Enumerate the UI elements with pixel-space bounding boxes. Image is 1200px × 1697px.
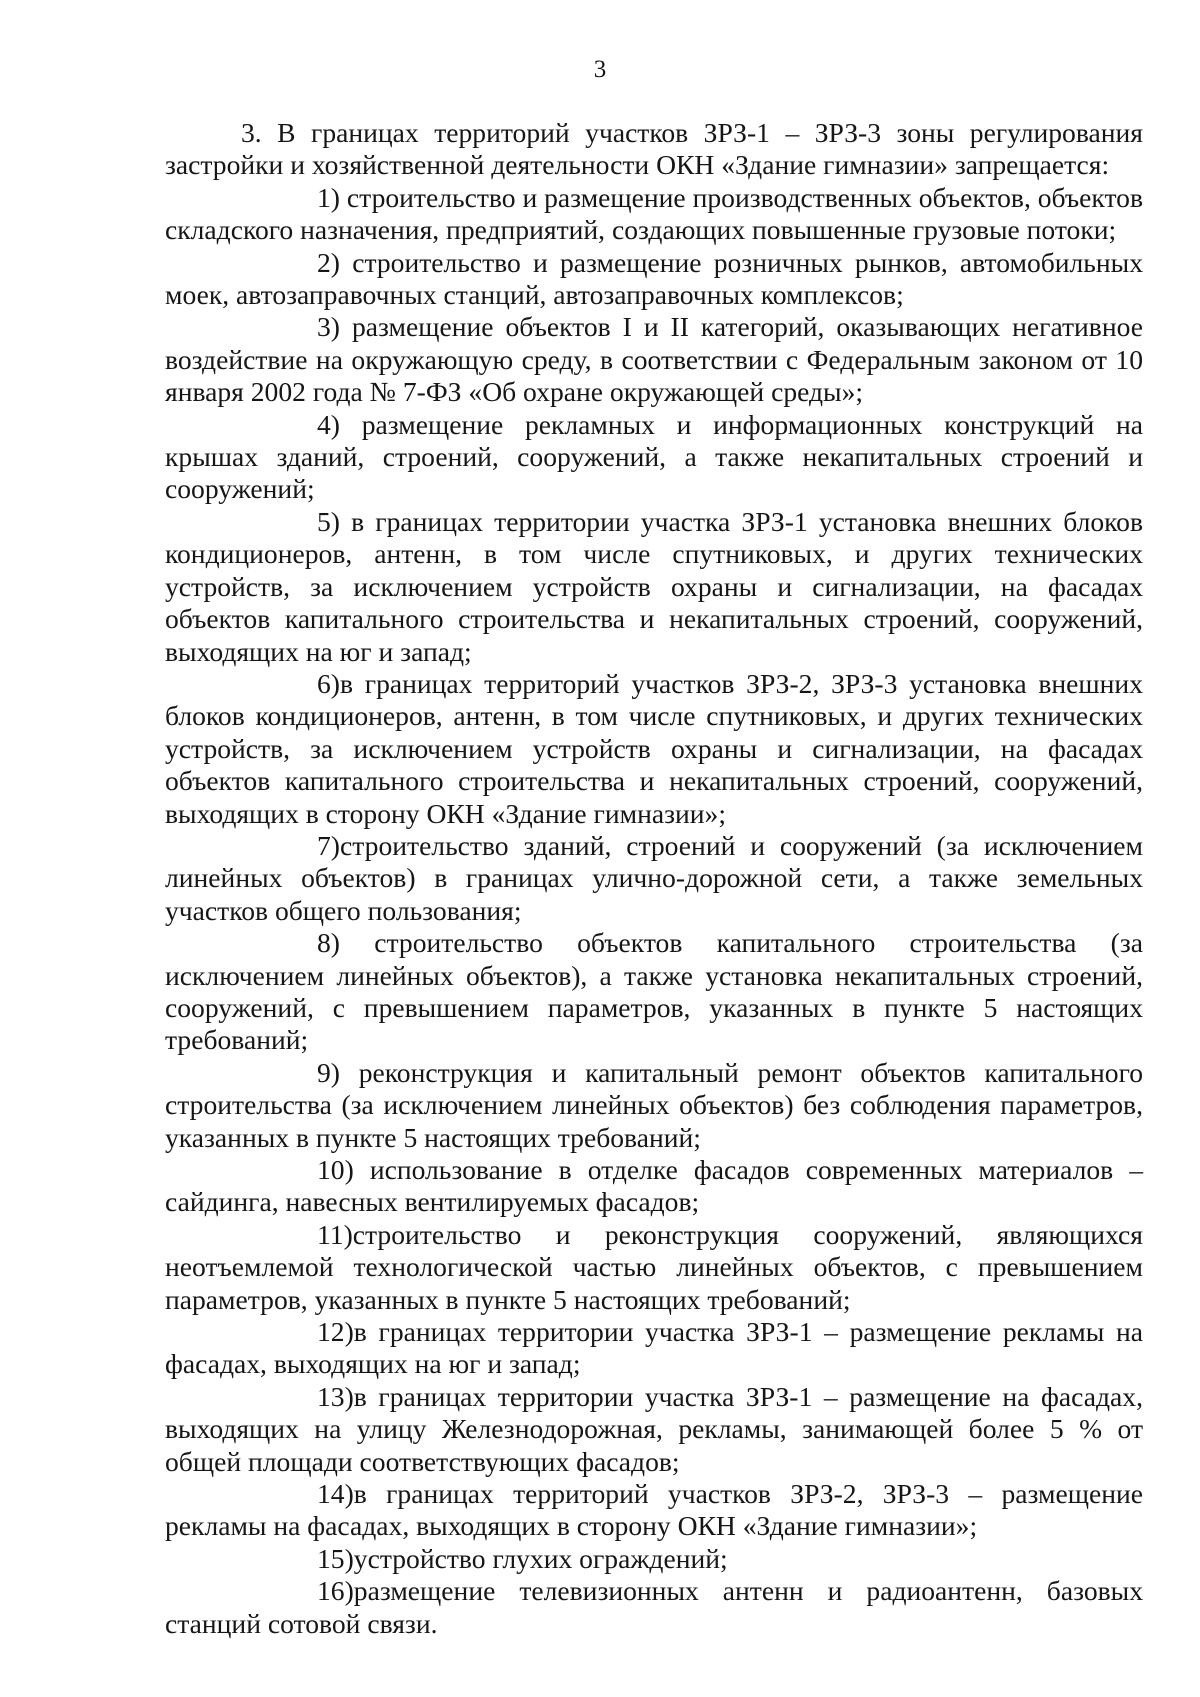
list-item-9 [165, 1057, 1143, 1154]
list-item-16 [165, 1575, 1143, 1640]
item-text: использование в отделке фасадов современных материалов – сайдинга, навесных вентилируемых фасадов; [165, 1154, 1143, 1218]
item-text: размещение рекламных и информационных конструкций на крышах зданий, строений, сооружений, а также некапитальных строений и сооружений; [165, 408, 1143, 505]
list-item-13 [165, 1381, 1143, 1478]
item-text: в границах территорий участков ЗРЗ-2, ЗРЗ-3 установка внешних блоков кондиционеров, антенн, в том числе спутниковых, и других технических устройств, за исключением устройств охраны и сигнализации, на фасадах объектов капитального строительства и некапитальных строений, сооружений, выходящих в сторону ОКН «Здание гимназии»; [165, 667, 1143, 829]
item-text: в границах территорий участков ЗРЗ-2, ЗРЗ-3 – размещение рекламы на фасадах, выходящих в сторону ОКН «Здание гимназии»; [165, 1478, 1143, 1542]
item-number: 14) [317, 1478, 354, 1510]
item-text: строительство и размещение розничных рынков, автомобильных моек, автозаправочных станций, автозаправочных комплексов; [165, 246, 1143, 311]
item-text: в границах территории участка ЗРЗ-1 установка внешних блоков кондиционеров, антенн, в том числе спутниковых, и других технических устройств, за исключением устройств охраны и сигнализации, на фасадах объектов капитального строительства и некапитальных строений, сооружений, выходящих на юг и запад; [165, 505, 1143, 667]
item-number: 1) [317, 181, 340, 213]
item-number: 12) [317, 1316, 354, 1348]
item-text: в границах территории участка ЗРЗ-1 – размещение рекламы на фасадах, выходящих на юг и запад; [165, 1316, 1143, 1380]
list-item-4 [165, 409, 1143, 506]
list-item-5 [165, 506, 1143, 668]
list-item-10 [165, 1154, 1143, 1219]
document-body [165, 117, 1143, 1640]
item-number: 5) [317, 505, 340, 537]
item-number: 9) [317, 1056, 340, 1088]
item-number: 2) [317, 246, 340, 278]
item-text: устройство глухих ограждений; [353, 1542, 728, 1574]
item-number: 7) [317, 829, 340, 861]
page-number: 3 [593, 56, 607, 83]
item-number: 10) [317, 1154, 354, 1185]
list-item-2 [165, 247, 1143, 312]
item-text: размещение телевизионных антенн и радиоантенн, базовых станций сотовой связи. [165, 1575, 1143, 1639]
list-item-1 [165, 182, 1143, 247]
item-text: реконструкция и капитальный ремонт объектов капитального строительства (за исключением линейных объектов) без соблюдения параметров, указанных в пункте 5 настоящих требований; [165, 1056, 1143, 1153]
list-item-15 [165, 1543, 1143, 1575]
list-item-8 [165, 927, 1143, 1057]
item-number: 16) [317, 1575, 354, 1607]
list-item-3 [165, 311, 1143, 408]
item-number: 13) [317, 1380, 354, 1412]
item-text: строительство и размещение производственных объектов, объектов складского назначения, предприятий, создающих повышенные грузовые потоки; [165, 181, 1143, 246]
item-text: размещение объектов I и II категорий, оказывающих негативное воздействие на окружающую среду, в соответствии с Федеральным законом от 10 января 2002 года № 7-ФЗ «Об охране окружающей среды»; [165, 311, 1143, 408]
item-number: 4) [317, 408, 340, 440]
list-item-11 [165, 1219, 1143, 1316]
item-number: 15) [317, 1542, 354, 1574]
item-text: в границах территории участка ЗРЗ-1 – размещение на фасадах, выходящих на улицу Железнодорожная, рекламы, занимающей более 5 % от общей площади соответствующих фасадов; [165, 1380, 1143, 1477]
item-text: строительство объектов капитального строительства (за исключением линейных объектов), а также установка некапитальных строений, сооружений, с превышением параметров, указанных в пункте 5 настоящих требований; [165, 927, 1143, 1056]
item-text: строительство и реконструкция сооружений, являющихся неотъемлемой технологической частью линейных объектов, с превышением параметров, указанных в пункте 5 настоящих требований; [165, 1218, 1143, 1315]
item-number: 3) [317, 311, 340, 343]
list-item-6 [165, 668, 1143, 830]
list-item-7 [165, 830, 1143, 927]
item-number: 6) [317, 667, 340, 699]
item-number: 8) [317, 927, 340, 959]
intro-paragraph: 3. В границах территорий участков ЗРЗ-1 – ЗРЗ-3 зоны регулирования застройки и хозяйственной деятельности ОКН «Здание гимназии» запрещается: [165, 117, 1143, 181]
item-number: 11) [317, 1218, 353, 1250]
item-text: строительство зданий, строений и сооружений (за исключением линейных объектов) в границах улично-дорожной сети, а также земельных участков общего пользования; [165, 829, 1143, 926]
list-item-14 [165, 1478, 1143, 1543]
list-item-12 [165, 1316, 1143, 1381]
